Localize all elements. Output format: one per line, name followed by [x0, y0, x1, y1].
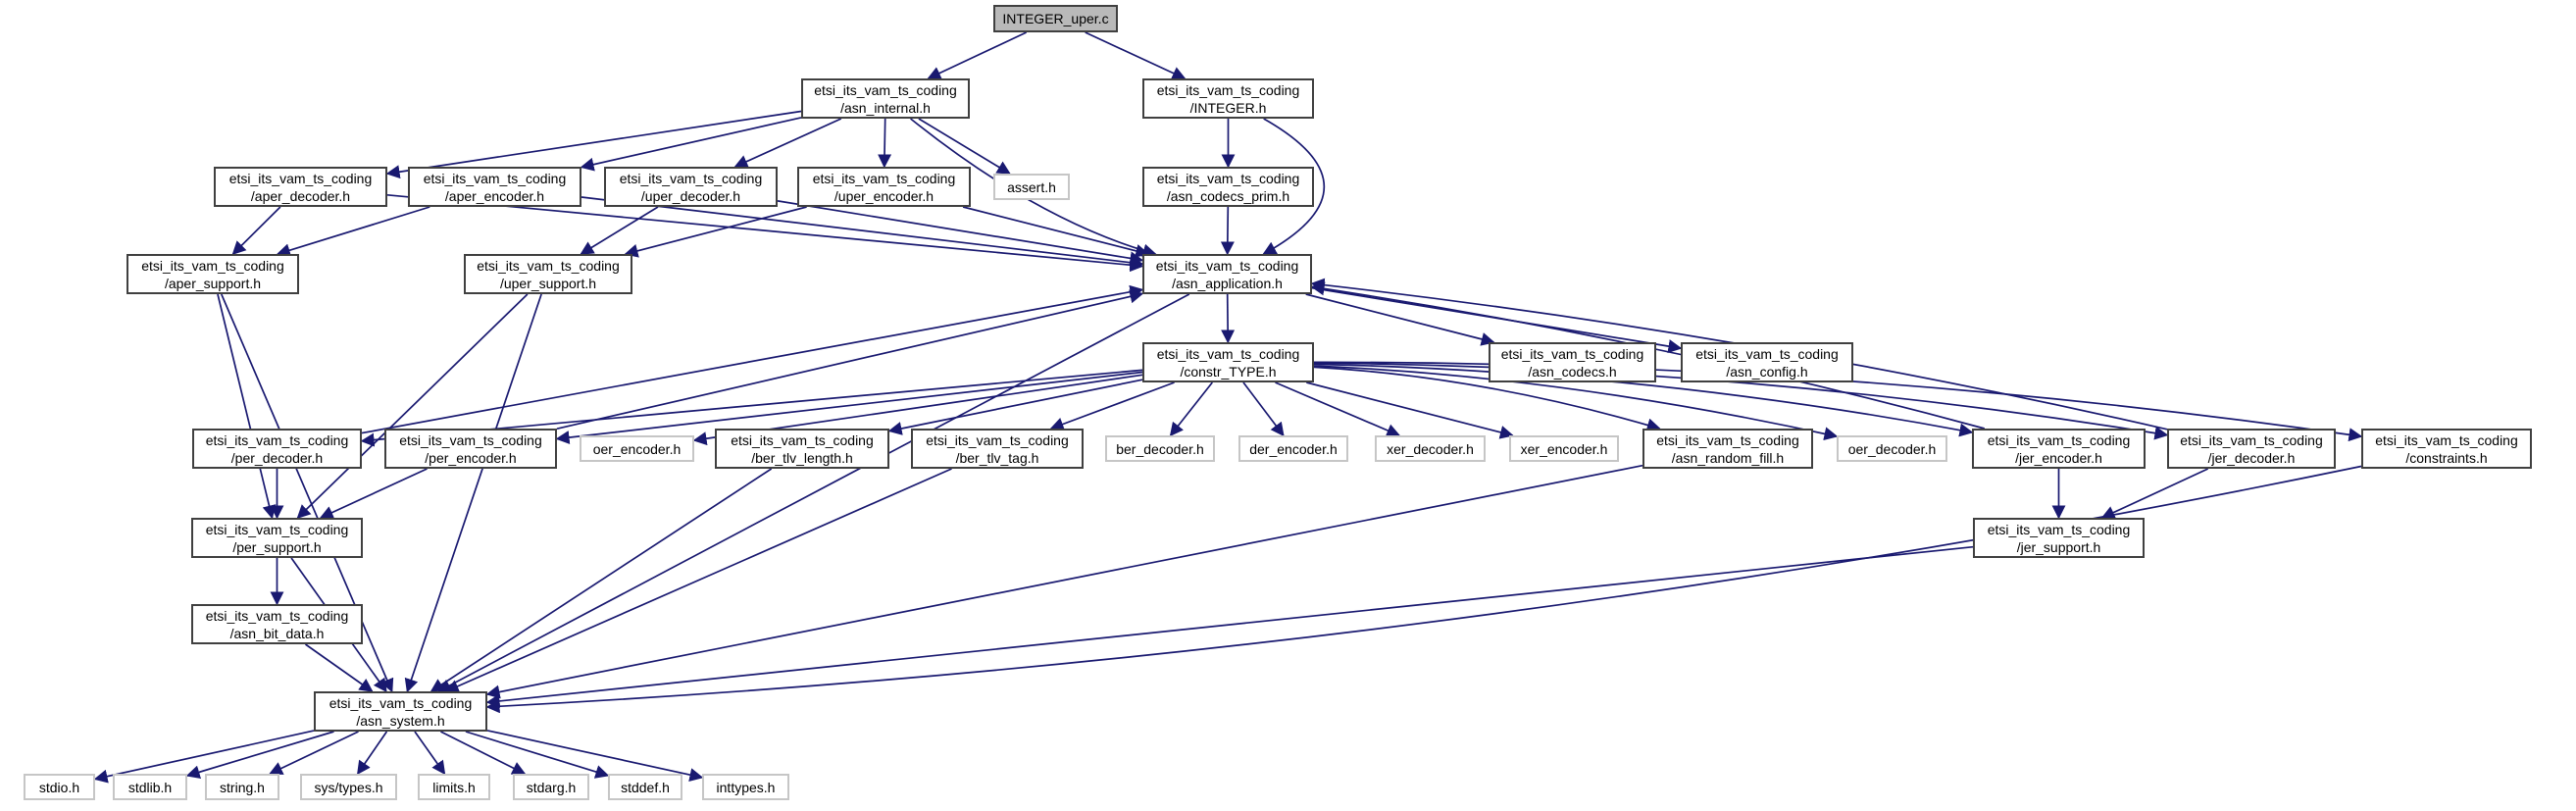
edge-constr_type-to-der_encoder: [1243, 382, 1284, 435]
node-label: stddef.h: [621, 779, 670, 795]
node-stdlib: [113, 774, 187, 800]
node-label: /constr_TYPE.h: [1180, 363, 1277, 380]
node-asn_random_fill[interactable]: [1642, 429, 1813, 469]
node-string: [205, 774, 279, 800]
node-der_encoder: [1238, 435, 1348, 462]
node-ber_tlv_length[interactable]: [715, 429, 889, 469]
node-asn_codecs_prim[interactable]: [1142, 167, 1314, 207]
node-inttypes: [702, 774, 789, 800]
node-label: /asn_config.h: [1726, 363, 1808, 380]
edge-asn_internal-to-uper_encoder: [884, 119, 885, 167]
node-label: etsi_its_vam_ts_coding: [1656, 431, 1799, 448]
node-ber_decoder: [1105, 435, 1215, 462]
edge-asn_application-to-asn_system: [438, 294, 1189, 691]
node-label: /asn_bit_data.h: [229, 625, 325, 641]
node-label: /aper_support.h: [164, 275, 262, 291]
node-label: etsi_its_vam_ts_coding: [619, 170, 763, 186]
edge-constr_type-to-ber_tlv_tag: [1051, 382, 1175, 429]
edge-integer_uper_c-to-asn_internal: [929, 32, 1027, 78]
node-label: /asn_random_fill.h: [1671, 449, 1785, 466]
node-label: /constraints.h: [2405, 449, 2488, 466]
node-jer_decoder[interactable]: [2167, 429, 2336, 469]
node-label: etsi_its_vam_ts_coding: [205, 607, 349, 624]
edge-jer_support-to-asn_system: [487, 547, 1973, 703]
node-label: stdlib.h: [127, 779, 173, 795]
node-constraints[interactable]: [2361, 429, 2532, 469]
edge-per_decoder-to-asn_application: [362, 289, 1142, 432]
node-asn_application[interactable]: [1142, 254, 1312, 294]
node-label: /asn_application.h: [1172, 275, 1283, 291]
node-label: INTEGER_uper.c: [1002, 11, 1109, 26]
node-asn_system[interactable]: [314, 691, 487, 732]
node-label: /ber_tlv_length.h: [751, 449, 853, 466]
node-label: ber_decoder.h: [1116, 440, 1204, 457]
node-label: xer_encoder.h: [1520, 440, 1608, 457]
node-label: sys/types.h: [314, 779, 383, 795]
node-uper_encoder[interactable]: [797, 167, 971, 207]
node-label: /INTEGER.h: [1189, 99, 1267, 116]
node-label: etsi_its_vam_ts_coding: [141, 257, 284, 274]
node-label: etsi_its_vam_ts_coding: [1987, 431, 2131, 448]
node-label: /asn_internal.h: [840, 99, 931, 116]
node-aper_encoder[interactable]: [408, 167, 581, 207]
edge-aper_support-to-per_support: [218, 294, 273, 518]
node-label: stdio.h: [38, 779, 80, 795]
node-label: etsi_its_vam_ts_coding: [2375, 431, 2518, 448]
node-label: etsi_its_vam_ts_coding: [2180, 431, 2323, 448]
edge-ber_tlv_length-to-asn_system: [431, 469, 772, 691]
edge-constraints-to-asn_system: [487, 467, 2361, 707]
node-stddef: [608, 774, 682, 800]
edge-uper_decoder-to-asn_application: [778, 201, 1142, 261]
node-constr_type[interactable]: [1142, 342, 1314, 382]
edge-asn_system-to-sys_types: [358, 732, 387, 774]
node-label: /asn_codecs_prim.h: [1166, 187, 1290, 204]
edge-asn_system-to-stdio: [95, 731, 314, 779]
node-label: etsi_its_vam_ts_coding: [205, 521, 349, 537]
node-label: etsi_its_vam_ts_coding: [1500, 345, 1644, 362]
node-assert_h: [993, 174, 1070, 200]
edge-integer_uper_c-to-integer_h: [1086, 32, 1186, 78]
node-aper_decoder[interactable]: [214, 167, 387, 207]
node-xer_encoder: [1509, 435, 1619, 462]
node-per_support[interactable]: [191, 518, 363, 558]
node-label: etsi_its_vam_ts_coding: [926, 431, 1069, 448]
node-stdarg: [513, 774, 589, 800]
edge-aper_decoder-to-aper_support: [233, 207, 280, 254]
node-integer_uper_c: [993, 5, 1118, 32]
node-label: stdarg.h: [526, 779, 577, 795]
node-label: /per_support.h: [232, 538, 322, 555]
node-label: /ber_tlv_tag.h: [955, 449, 1039, 466]
edge-uper_support-to-per_support: [298, 294, 528, 518]
node-label: etsi_its_vam_ts_coding: [205, 431, 349, 448]
edge-asn_codecs_prim-to-asn_application: [1228, 207, 1229, 254]
node-label: limits.h: [432, 779, 476, 795]
node-aper_support[interactable]: [126, 254, 299, 294]
node-label: /per_encoder.h: [425, 449, 517, 466]
node-per_encoder[interactable]: [384, 429, 557, 469]
node-label: etsi_its_vam_ts_coding: [228, 170, 373, 186]
node-jer_encoder[interactable]: [1972, 429, 2146, 469]
edge-aper_encoder-to-aper_support: [278, 207, 429, 254]
node-label: /jer_decoder.h: [2207, 449, 2296, 466]
node-xer_decoder: [1375, 435, 1486, 462]
node-label: /per_decoder.h: [230, 449, 324, 466]
node-label: /aper_decoder.h: [250, 187, 351, 204]
edge-ber_tlv_tag-to-asn_system: [446, 469, 952, 691]
node-label: oer_decoder.h: [1847, 440, 1937, 457]
node-label: /aper_encoder.h: [444, 187, 545, 204]
node-sys_types: [300, 774, 397, 800]
edge-asn_bit_data-to-asn_system: [306, 644, 373, 691]
node-label: etsi_its_vam_ts_coding: [1156, 81, 1300, 98]
node-oer_decoder: [1837, 435, 1947, 462]
edge-asn_internal-to-aper_encoder: [581, 118, 801, 168]
node-asn_codecs[interactable]: [1489, 342, 1656, 382]
node-per_decoder[interactable]: [192, 429, 362, 469]
node-label: etsi_its_vam_ts_coding: [423, 170, 567, 186]
node-label: der_encoder.h: [1249, 440, 1338, 457]
edge-asn_system-to-stddef: [466, 732, 608, 776]
node-oer_encoder: [580, 435, 694, 462]
node-label: /jer_encoder.h: [2015, 449, 2102, 466]
edge-per_encoder-to-asn_application: [557, 294, 1142, 430]
node-label: etsi_its_vam_ts_coding: [812, 170, 956, 186]
node-label: etsi_its_vam_ts_coding: [1156, 345, 1300, 362]
edge-per_encoder-to-per_support: [321, 469, 428, 518]
edge-asn_internal-to-uper_decoder: [735, 119, 841, 167]
edge-jer_decoder-to-jer_support: [2102, 469, 2208, 518]
node-uper_decoder[interactable]: [604, 167, 778, 207]
node-label: etsi_its_vam_ts_coding: [1695, 345, 1839, 362]
edge-constr_type-to-ber_decoder: [1171, 382, 1213, 435]
edge-asn_internal-to-assert_h: [919, 119, 1010, 174]
node-label: /asn_codecs.h: [1528, 363, 1617, 380]
node-asn_config[interactable]: [1681, 342, 1853, 382]
node-jer_support[interactable]: [1973, 518, 2145, 558]
node-label: /asn_system.h: [356, 712, 445, 729]
node-label: string.h: [220, 779, 265, 795]
node-label: inttypes.h: [716, 779, 776, 795]
node-limits: [418, 774, 490, 800]
node-label: assert.h: [1007, 178, 1056, 195]
node-label: etsi_its_vam_ts_coding: [731, 431, 874, 448]
node-label: etsi_its_vam_ts_coding: [399, 431, 542, 448]
node-label: etsi_its_vam_ts_coding: [328, 694, 473, 711]
node-label: oer_encoder.h: [592, 440, 682, 457]
edge-asn_system-to-limits: [415, 732, 444, 774]
node-ber_tlv_tag[interactable]: [911, 429, 1084, 469]
node-label: etsi_its_vam_ts_coding: [1156, 170, 1300, 186]
node-label: xer_decoder.h: [1387, 440, 1474, 457]
node-label: /uper_encoder.h: [833, 187, 934, 204]
node-label: /jer_support.h: [2016, 538, 2101, 555]
edge-asn_application-to-constr_type: [1228, 294, 1229, 342]
edge-asn_random_fill-to-asn_system: [487, 466, 1642, 694]
node-label: /uper_decoder.h: [640, 187, 741, 204]
edge-asn_system-to-stdarg: [440, 732, 525, 774]
node-integer_h[interactable]: [1142, 78, 1314, 119]
node-label: etsi_its_vam_ts_coding: [1987, 521, 2131, 537]
node-label: etsi_its_vam_ts_coding: [814, 81, 957, 98]
node-asn_internal[interactable]: [801, 78, 970, 119]
node-uper_support[interactable]: [464, 254, 632, 294]
node-label: etsi_its_vam_ts_coding: [1155, 257, 1299, 274]
node-label: etsi_its_vam_ts_coding: [477, 257, 620, 274]
node-label: /uper_support.h: [499, 275, 597, 291]
node-asn_bit_data[interactable]: [191, 604, 363, 644]
node-stdio: [24, 774, 95, 800]
